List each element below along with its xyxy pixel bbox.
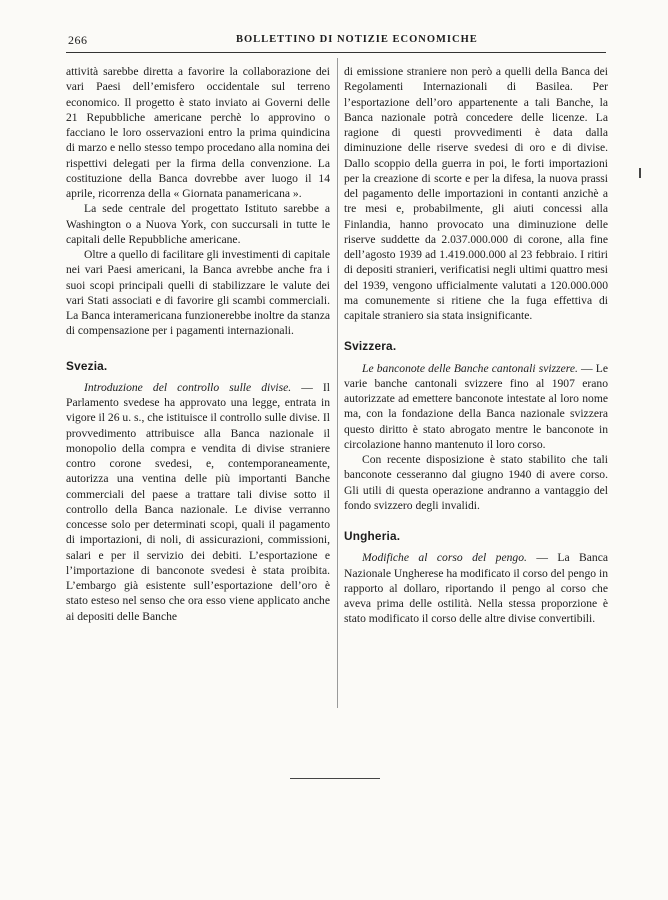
header-rule (66, 52, 606, 53)
paragraph-text: — Le varie banche cantonali svizzere fino al 1907 erano autorizzate ad emettere banconote intestate al loro nome ma, con la fondazione della Banca nazionale svizzera questo diritto è stato abrogato mentre le banconote in circolazione hanno mantenuto il loro corso. (344, 361, 608, 451)
subheading: Modifiche al corso del pengo. (362, 551, 527, 565)
paragraph: attività sarebbe diretta a favorire la collaborazione dei vari Paesi dell’emisfero occidentale sul terreno economico. Il progetto è stato inviato ai Governi delle 21 Repubbliche americane perchè lo approvino o facciano le loro osservazioni entro la prima quindicina di marzo e nello stesso tempo procedano alla nomina dei rispettivi delegati per la firma della convenzione. La costituzione della Banca dovrebbe aver luogo il 14 aprile, ricorrenza della « Giornata panamericana ». (66, 65, 330, 200)
margin-mark (639, 168, 641, 178)
paragraph: Con recente disposizione è stato stabilito che tali banconote cesseranno dal giugno 1940 di avere corso. Gli utili di questa operazione andranno a vantaggio del fondo svizzero degli invalidi. (344, 453, 608, 512)
column-divider (337, 58, 338, 708)
paragraph-text: — La Banca Nazionale Ungherese ha modificato il corso del pengo in rapporto al dollaro, riportando il pengo al corso che aveva prima delle ostilità. Nella stessa proporzione è stato modificato il corso delle altre divise convertibili. (344, 551, 609, 626)
paragraph (344, 550, 608, 626)
paragraph: Oltre a quello di facilitare gli investimenti di capitale nei vari Paesi americani, la Banca avrebbe anche fra i suoi scopi principali quelli di stabilizzare le valute dei vari Stati associati e di favorire gli scambi commerciali. La Banca interamericana funzionerebbe inoltre da stanza di compensazione per i pagamenti internazionali. (66, 248, 330, 338)
paragraph (344, 361, 608, 453)
section-heading-ungheria: Ungheria. (344, 529, 401, 543)
paragraph-text: — Il Parlamento svedese ha approvato una legge, entrata in vigore il 26 u. s., che istituisce il controllo sulle divise. Il provvedimento attribuisce alla Banca nazionale il monopolio della compra e vendita di divise straniere contro corone svedesi, e, contemporaneamente, autorizza una ventina delle più importanti Banche commerciali del paese a trattare tali divise sotto il controllo della Banca nazionale. Le divise verranno concesse solo per determinati scopi, quali il pagamento di importazioni, di noli, di assicurazioni, commissioni, salari e per il servizio dei debiti. L’esportazione e l’importazione di banconote svedesi è stata proibita. L’embargo già esistente sull’esportazione dell’oro è stato esteso nel senso che ora esso viene applicato anche ai depositi delle Banche (66, 380, 330, 623)
subheading: Le banconote delle Banche cantonali svizzere. (362, 361, 578, 375)
page-number: 266 (68, 33, 88, 47)
bottom-rule (290, 778, 380, 779)
section-heading-svezia: Svezia. (66, 358, 108, 373)
section-heading-svizzera: Svizzera. (344, 339, 397, 354)
right-column (344, 64, 608, 627)
paragraph: di emissione straniere non però a quelli della Banca dei Regolamenti Internazionali di Basilea. Per l’esportazione dell’oro appartenente a tali Banche, la Banca nazionale potrà concedere delle licenze. La ragione di questi provvedimenti è data dalla diminuzione delle riserve svedesi di oro e di divise. Dallo scoppio della guerra in poi, le forti importazioni per la creazione di scorte e per la difesa, la nuova prassi del pagamento delle importazioni in contanti anzichè a tre mesi e, probabilmente, gli aiuti concessi alla Finlandia, hanno provocato una diminuzione delle riserve suddette da 2.037.000.000 di corone, alla fine dell’agosto 1939 ad 1.419.000.000 al 23 febbraio. I ritiri di depositi stranieri, verificatisi negli ultimi quattro mesi del 1939, vengono ufficialmente valutati a 120.000.000 ma comunemente si ritiene che la fuga effettiva di capitale straniero sia stata insignificante. (344, 65, 608, 322)
subheading: Introduzione del controllo sulle divise. (84, 380, 292, 394)
paragraph: La sede centrale del progettato Istituto sarebbe a Washington o a Nuova York, con succursali in tutte le capitali delle Repubbliche americane. (66, 202, 330, 246)
running-title: BOLLETTINO DI NOTIZIE ECONOMICHE (236, 34, 478, 45)
paragraph (66, 380, 330, 624)
left-column (66, 64, 330, 624)
